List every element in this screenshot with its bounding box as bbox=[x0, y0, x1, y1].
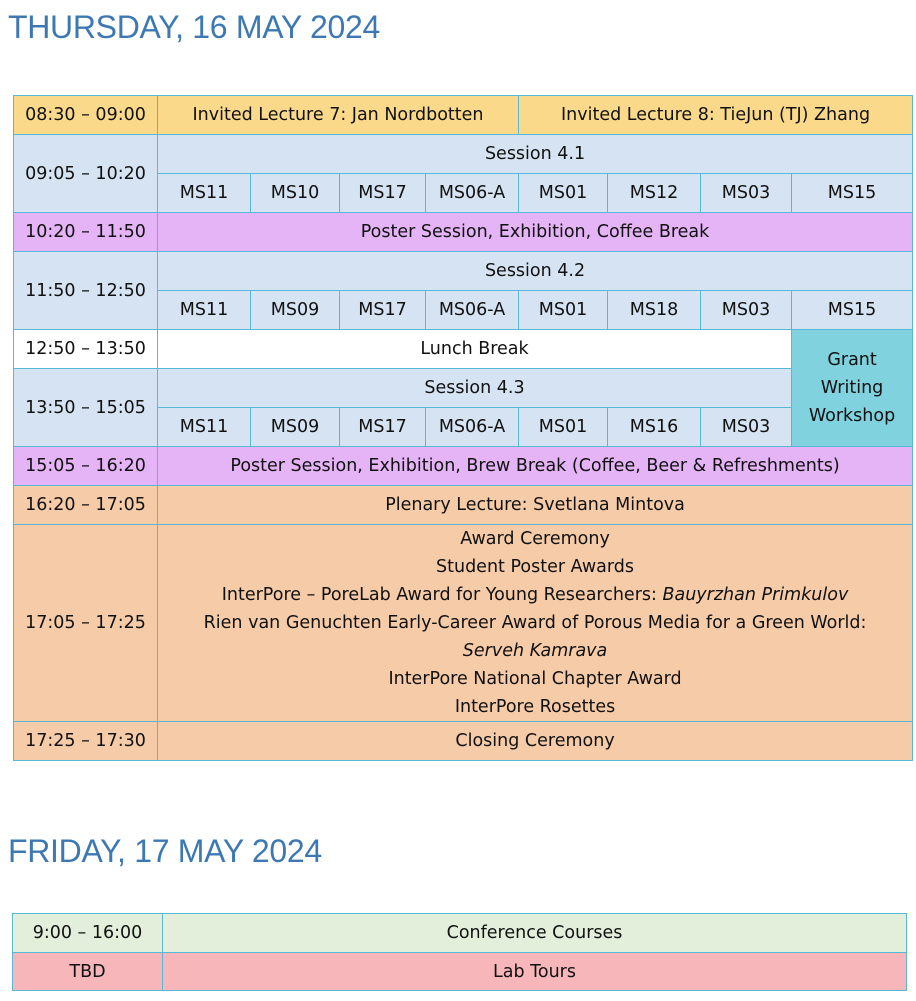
room-cell: MS15 bbox=[792, 291, 913, 330]
session-title: Session 4.2 bbox=[158, 252, 913, 291]
time-cell: 17:05 – 17:25 bbox=[14, 525, 158, 722]
session-4-3-title-row bbox=[14, 369, 913, 408]
award-line: InterPore National Chapter Award bbox=[388, 669, 682, 689]
poster-session-row bbox=[14, 213, 913, 252]
session-4-2-title-row bbox=[14, 252, 913, 291]
room-cell: MS01 bbox=[519, 291, 608, 330]
time-cell: 12:50 – 13:50 bbox=[14, 330, 158, 369]
award-line: Award Ceremony bbox=[460, 529, 610, 549]
friday-schedule-table bbox=[12, 913, 907, 991]
time-cell: 11:50 – 12:50 bbox=[14, 252, 158, 330]
room-cell: MS12 bbox=[608, 174, 701, 213]
friday-heading: FRIDAY, 17 MAY 2024 bbox=[8, 833, 322, 869]
room-cell: MS16 bbox=[608, 408, 701, 447]
session-title: Session 4.3 bbox=[158, 369, 792, 408]
time-cell: 08:30 – 09:00 bbox=[14, 96, 158, 135]
session-title: Session 4.1 bbox=[158, 135, 913, 174]
award-ceremony-details bbox=[158, 525, 913, 722]
invited-lectures-row bbox=[14, 96, 913, 135]
thursday-heading: THURSDAY, 16 MAY 2024 bbox=[8, 9, 380, 45]
lab-tours-label: Lab Tours bbox=[163, 953, 907, 991]
time-cell: 10:20 – 11:50 bbox=[14, 213, 158, 252]
invited-lecture-7: Invited Lecture 7: Jan Nordbotten bbox=[158, 96, 519, 135]
room-cell: MS17 bbox=[340, 174, 426, 213]
brew-break-label: Poster Session, Exhibition, Brew Break (Coffee, Beer & Refreshments) bbox=[158, 447, 913, 486]
closing-row bbox=[14, 722, 913, 761]
room-cell: MS11 bbox=[158, 174, 251, 213]
plenary-lecture-label: Plenary Lecture: Svetlana Mintova bbox=[158, 486, 913, 525]
conference-courses-label: Conference Courses bbox=[163, 914, 907, 953]
time-cell: 9:00 – 16:00 bbox=[13, 914, 163, 953]
time-cell: 16:20 – 17:05 bbox=[14, 486, 158, 525]
closing-ceremony-label: Closing Ceremony bbox=[158, 722, 913, 761]
time-cell: 09:05 – 10:20 bbox=[14, 135, 158, 213]
session-4-1-title-row bbox=[14, 135, 913, 174]
award-line: Student Poster Awards bbox=[436, 557, 635, 577]
grant-writing-workshop: Grant Writing Workshop bbox=[792, 330, 913, 447]
poster-session-label: Poster Session, Exhibition, Coffee Break bbox=[158, 213, 913, 252]
room-cell: MS03 bbox=[701, 174, 792, 213]
room-cell: MS01 bbox=[519, 174, 608, 213]
room-cell: MS18 bbox=[608, 291, 701, 330]
time-cell: TBD bbox=[13, 953, 163, 991]
room-cell: MS01 bbox=[519, 408, 608, 447]
awardee-name: Bauyrzhan Primkulov bbox=[662, 585, 849, 605]
award-line bbox=[158, 637, 912, 665]
room-cell: MS03 bbox=[701, 291, 792, 330]
brew-break-row bbox=[14, 447, 913, 486]
room-cell: MS11 bbox=[158, 291, 251, 330]
room-cell: MS06-A bbox=[426, 291, 519, 330]
award-line: Rien van Genuchten Early-Career Award of Porous Media for a Green World: bbox=[203, 613, 867, 633]
courses-row bbox=[13, 914, 907, 953]
lunch-break-label: Lunch Break bbox=[158, 330, 792, 369]
plenary-row bbox=[14, 486, 913, 525]
award-line: InterPore Rosettes bbox=[454, 697, 616, 717]
time-cell: 17:25 – 17:30 bbox=[14, 722, 158, 761]
time-cell: 15:05 – 16:20 bbox=[14, 447, 158, 486]
award-ceremony-row bbox=[14, 525, 913, 722]
room-cell: MS09 bbox=[251, 408, 340, 447]
room-cell: MS06-A bbox=[426, 174, 519, 213]
award-line: InterPore – PoreLab Award for Young Researchers: Bauyrzhan Primkulov bbox=[221, 585, 849, 605]
room-cell: MS17 bbox=[340, 408, 426, 447]
room-cell: MS09 bbox=[251, 291, 340, 330]
awardee-name: Serveh Kamrava bbox=[462, 641, 608, 661]
room-cell: MS17 bbox=[340, 291, 426, 330]
room-cell: MS11 bbox=[158, 408, 251, 447]
lunch-row bbox=[14, 330, 913, 369]
invited-lecture-8: Invited Lecture 8: TieJun (TJ) Zhang bbox=[519, 96, 913, 135]
room-cell: MS03 bbox=[701, 408, 792, 447]
room-cell: MS06-A bbox=[426, 408, 519, 447]
room-cell: MS15 bbox=[792, 174, 913, 213]
room-cell: MS10 bbox=[251, 174, 340, 213]
lab-tours-row bbox=[13, 953, 907, 991]
thursday-schedule-table bbox=[13, 95, 913, 761]
time-cell: 13:50 – 15:05 bbox=[14, 369, 158, 447]
